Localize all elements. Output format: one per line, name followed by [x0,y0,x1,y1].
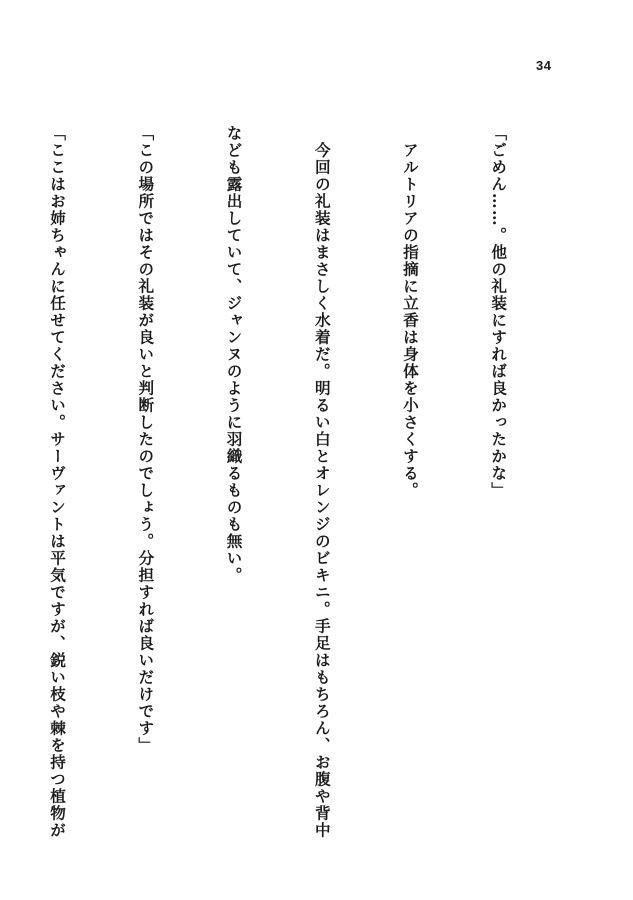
vertical-body-text [48,125,572,840]
text-line: 「この場所ではその礼装が良いと判断したのでしょう。分担すれば良いだけです」 [136,125,156,754]
text-line: 「ごめん……。他の礼装にすれば良かったかな」 [489,125,509,499]
text-line: なども露出していて、ジャンヌのように羽織るものも無い。 [224,125,244,584]
text-line: 「ここはお姉ちゃんに任せてください。サーヴァントは平気ですが、鋭い枝や棘を持つ植物が [48,125,68,839]
text-line: アルトリアの指摘に立香は身体を小さくする。 [400,125,420,499]
text-line: 今回の礼装はまさしく水着だ。明るい白とオレンジのビキニ。手足はもちろん、お腹や背中 [312,125,332,839]
page-number: 34 [536,58,552,73]
